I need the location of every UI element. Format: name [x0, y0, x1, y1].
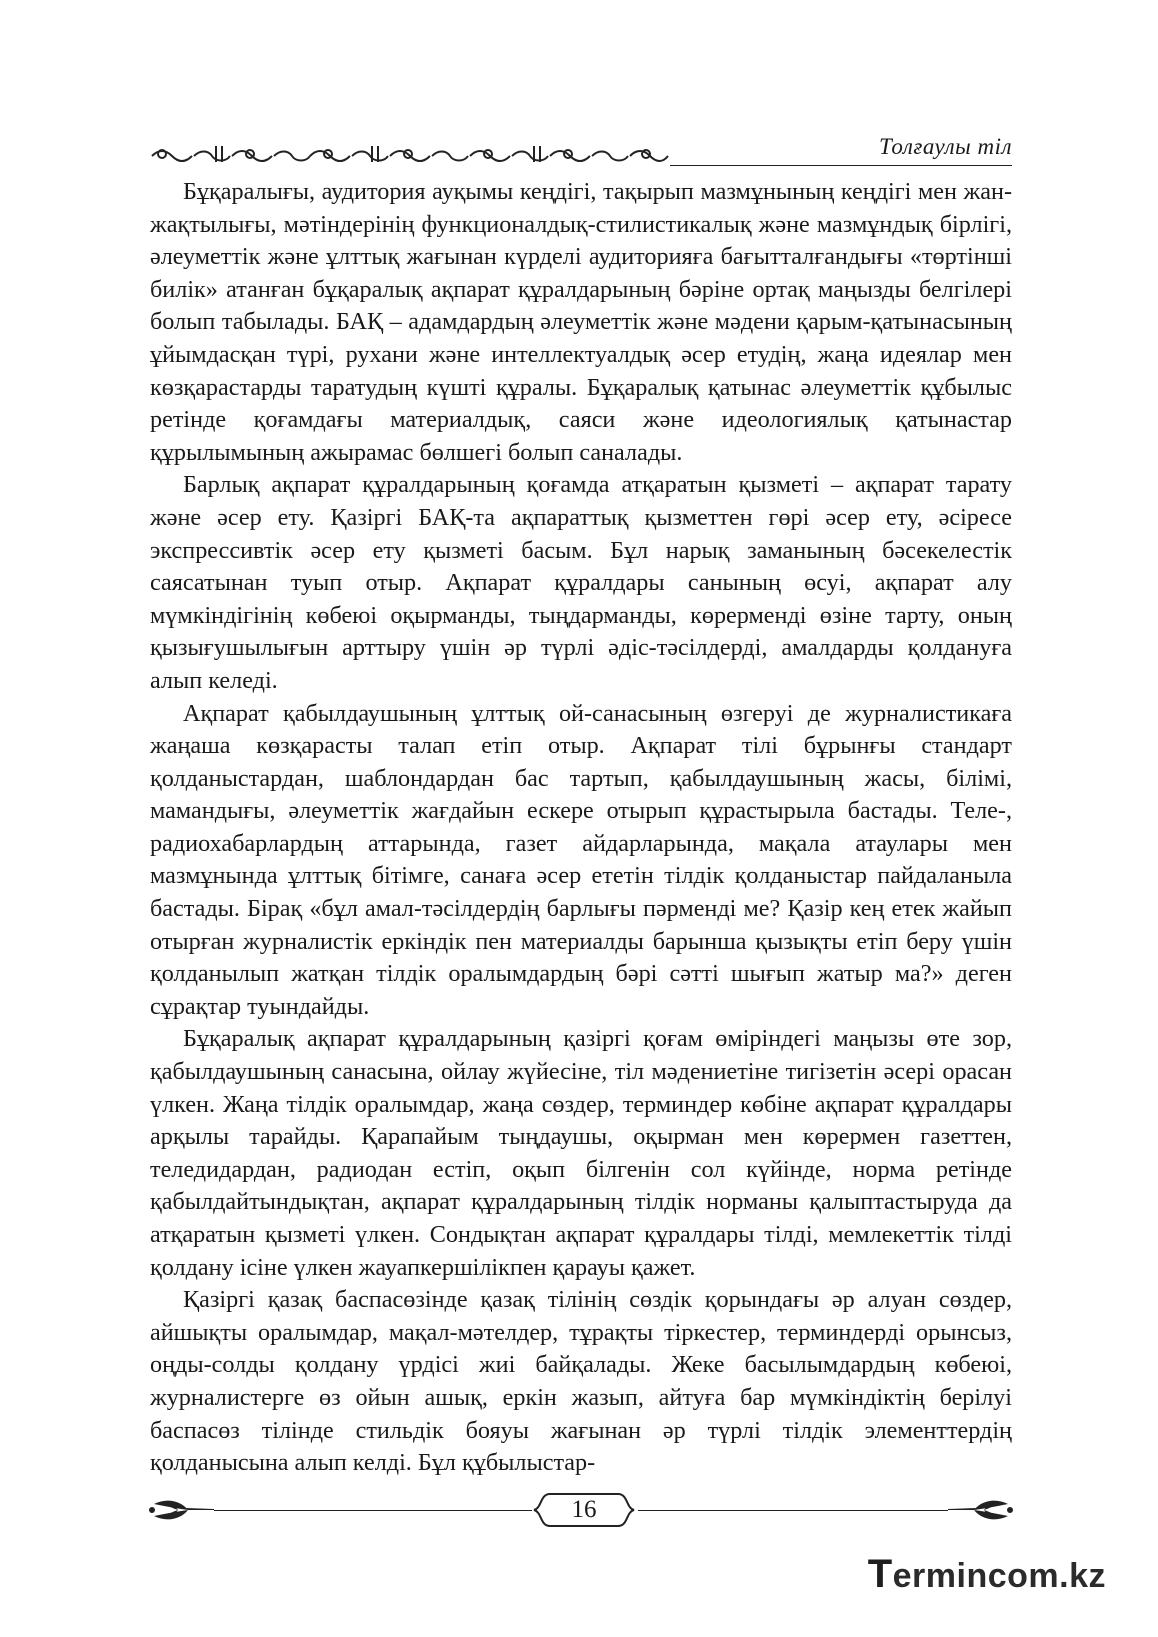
footer-rule-left	[214, 1510, 532, 1511]
leaf-ornament-icon	[148, 1494, 218, 1526]
paragraph: Қазіргі қазақ баспасөзінде қазақ тілінің сөздік қорындағы әр алуан сөздер, айшықты оралымдар, мақал-мәтелдер, тұрақты тіркестер, терминдерді орынсыз, оңды-солды қолдану үрдісі жиі байқалады. Жеке басылымдардың көбеюі, журналистерге өз ойын ашық, еркін жазып, айтуға бар мүмкіндіктің берілуі баспасөз тілінде стильдік бояуы жағынан әр түрлі тілдік элементтердің қолданысына алып келді. Бұл құбылыстар-	[150, 1286, 1012, 1477]
paragraph: Барлық ақпарат құралдарының қоғамда атқаратын қызметі – ақпарат тарату және әсер ету. Қазіргі БАҚ-та ақпараттық қызметтен гөрі әсер ету, әсіресе экспрессивтік әсер ету қызметі басым. Бұл нарық заманының бәсекелестік саясатынан туып отыр. Ақпарат құралдары санының өсуі, ақпарат алу мүмкіндігінің көбеюі оқырманды, тыңдарманды, көрерменді өзіне тарту, оның қызығушылығын арттыру үшін әр түрлі әдіс-тәсілдерді, амалдарды қолдануға алып келеді.	[150, 471, 1012, 694]
site-watermark	[868, 1552, 1106, 1597]
paragraph: Бұқаралығы, аудитория ауқымы кеңдігі, тақырып мазмұнының кеңдігі мен жан-жақтылығы, мәтіндерінің функционалдық-стилистикалық және мазмұндық бірлігі, әлеуметтік және ұлттық жағынан күрделі аудиторияға бағытталғандығы «төртінші билік» атанған бұқаралық ақпарат құралдарының бәріне ортақ маңызды белгілері болып табылады. БАҚ – адамдардың әлеуметтік және мәдени қарым-қатынасының ұйымдасқан түрі, рухани және интеллектуалдық әсер етудің, жаңа идеялар мен көзқарастарды таратудың күшті құралы. Бұқаралық қатынас әлеуметтік құбылыс ретінде қоғамдағы материалдық, саяси және идеологиялық қатынастар құрылымының ажырамас бөлшегі болып саналады.	[150, 178, 1012, 466]
header-rule	[670, 165, 1012, 166]
watermark-logo-letter: T	[867, 1552, 893, 1596]
leaf-ornament-icon	[944, 1494, 1014, 1526]
page-footer	[148, 1490, 1014, 1530]
page-header	[150, 132, 1012, 172]
watermark-text: ermincom.kz	[892, 1557, 1106, 1595]
scroll-ornament-icon	[150, 138, 670, 168]
running-title: Толғаулы тіл	[878, 134, 1012, 159]
footer-rule-right	[638, 1510, 948, 1511]
body-text	[150, 176, 1012, 1480]
page-number	[532, 1492, 636, 1528]
paragraph: Бұқаралық ақпарат құралдарының қазіргі қоғам өміріндегі маңызы өте зор, қабылдаушының санасына, ойлау жүйесіне, тіл мәдениетіне тигізетін әсері орасан үлкен. Жаңа тілдік оралымдар, жаңа сөздер, терминдер көбіне ақпарат құралдары арқылы тарайды. Қарапайым тыңдаушы, оқырман мен көрермен газеттен, теледидардан, радиодан естіп, оқып білгенін сол күйінде, норма ретінде қабылдайтындықтан, ақпарат құралдарының тілдік норманы қалыптастыруда да атқаратын қызметі үлкен. Сондықтан ақпарат құралдары тілді, мемлекеттік тілді қолдану ісіне үлкен жауапкершілікпен қарауы қажет.	[150, 1025, 1012, 1281]
page-number-text: 16	[571, 1496, 597, 1523]
paragraph: Ақпарат қабылдаушының ұлттық ой-санасының өзгеруі де журналистикаға жаңаша көзқарасты талап етіп отыр. Ақпарат тілі бұрынғы стандарт қолданыстардан, шаблондардан бас тартып, қабылдаушының жасы, білімі, мамандығы, әлеуметтік жағдайын ескере отырып құрастырыла бастады. Теле-, радиохабарлардың аттарында, газет айдарларында, мақала атаулары мен мазмұнында ұлттық бітімге, санаға әсер ететін тілдік қолданыстар пайдаланыла бастады. Бірақ «бұл амал-тәсілдердің барлығы пәрменді ме? Қазір кең етек жайып отырған журналистік еркіндік пен материалды барынша қызықты етіп беру үшін қолданылып жатқан тілдік оралымдардың бәрі сәтті шығып жатыр ма?» деген сұрақтар туындайды.	[150, 699, 1012, 1020]
